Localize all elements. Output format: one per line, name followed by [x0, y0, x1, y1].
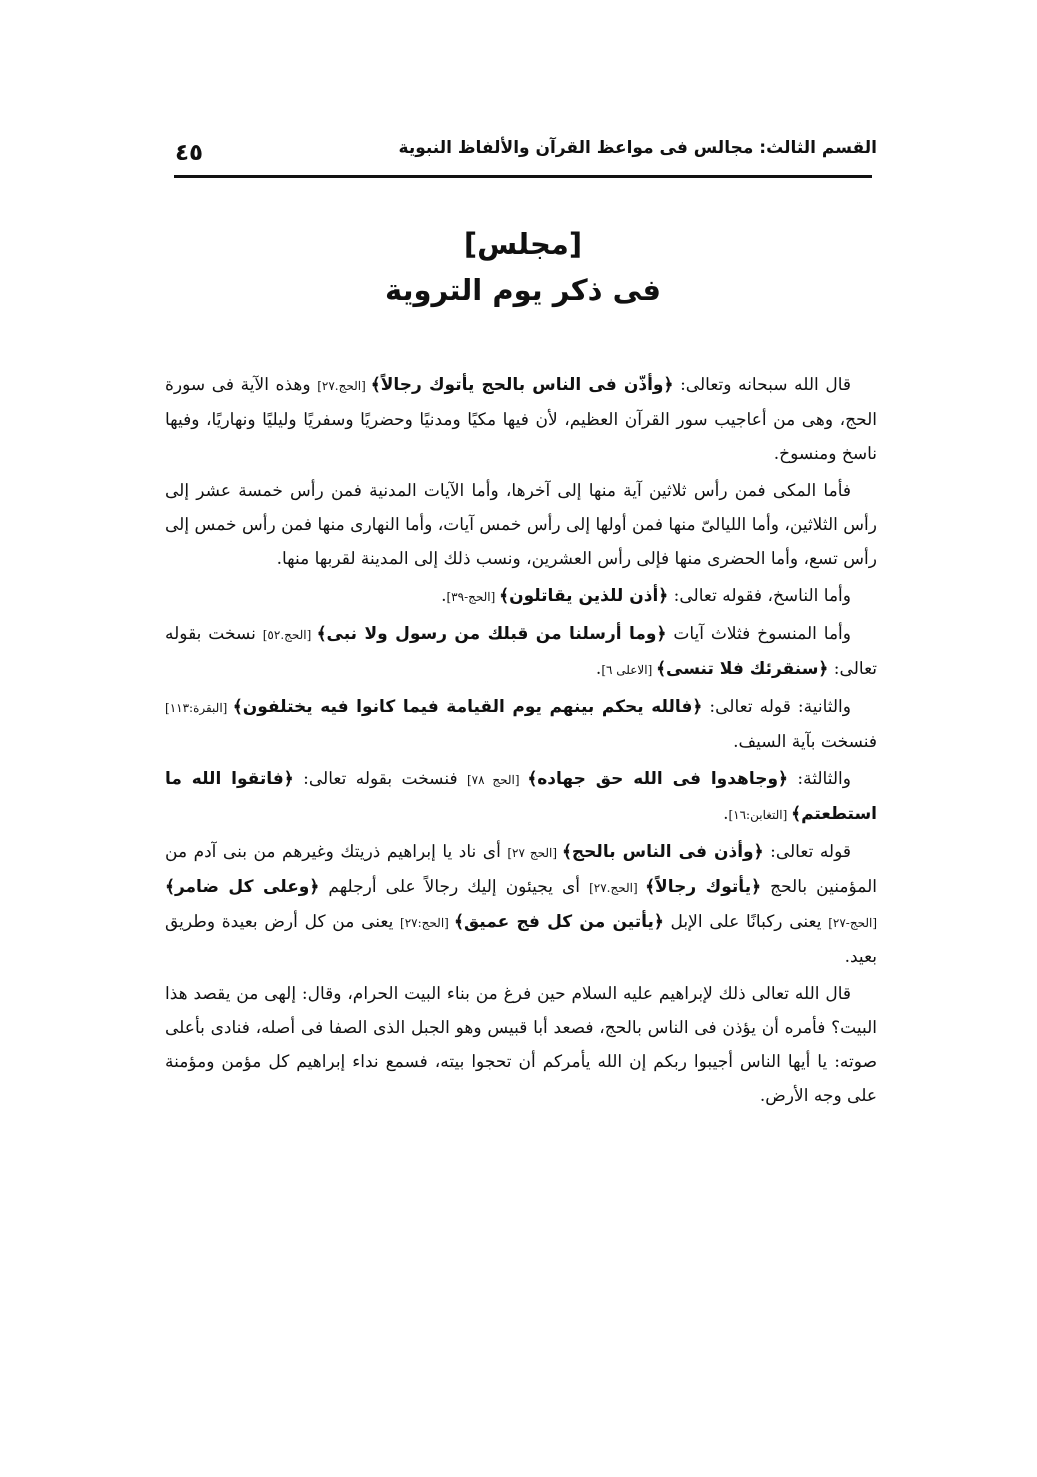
paragraph-text: يعنى ركبانًا على الإبل	[663, 912, 829, 932]
paragraph-text: نسخت بقوله تعالى:	[165, 624, 877, 679]
paragraph-text: يعنى من كل أرض بعيدة وطريق بعيد.	[165, 912, 877, 967]
quran-verse: ﴿يأتوك رجالاً﴾	[645, 877, 762, 897]
paragraph	[165, 977, 877, 1113]
verse-reference: [الحج.٢٧]	[317, 379, 371, 393]
paragraph-text: والثانية: قوله تعالى:	[702, 697, 851, 717]
heading-line-title: فى ذكر يوم التروية	[385, 273, 661, 307]
paragraph	[165, 762, 877, 832]
verse-reference: [الحج.٥٢]	[262, 628, 317, 642]
paragraph	[165, 474, 877, 576]
paragraph-text: وأما المنسوخ فثلاث آيات	[666, 624, 851, 644]
heading-line-majlis: [مجلس]	[463, 227, 583, 261]
quran-verse: ﴿سنقرئك فلا تنسى﴾	[656, 659, 829, 679]
verse-reference: [الحج ٧٨]	[466, 773, 528, 787]
section-title: مجالس فى مواعظ القرآن والألفاظ النبوية	[398, 138, 754, 158]
quran-verse: ﴿وما أرسلنا من قبلك من رسول ولا نبى﴾	[316, 624, 667, 644]
paragraph	[165, 368, 877, 471]
quran-verse: ﴿فالله يحكم بينهم يوم القيامة فيما كانوا فيه يختلفون﴾	[232, 697, 703, 717]
paragraph	[165, 835, 877, 974]
paragraph	[165, 579, 877, 614]
quran-verse: ﴿وجاهدوا فى الله حق جهاده﴾	[527, 769, 789, 789]
quran-verse: ﴿فاتقوا الله ما استطعتم﴾	[165, 769, 877, 824]
verse-reference: [البقرة:١١٣]	[165, 701, 233, 715]
quran-verse: ﴿يأتين من كل فج عميق﴾	[453, 912, 664, 932]
verse-reference: [الاعلى ٦]	[601, 663, 657, 677]
paragraph-text: قال الله سبحانه وتعالى:	[673, 375, 851, 395]
paragraph-text: أى يجيئون إليك رجالاً على أرجلهم	[319, 877, 590, 897]
paragraph	[165, 617, 877, 687]
paragraph-text: وهذه الآية فى سورة الحج، وهى من أعاجيب سور القرآن العظيم، لأن فيها مكيًا ومدنيًا وحضريًا وسفريًا وليليًا ونهاريًا، وفيها ناسخ ومنسوخ.	[165, 375, 877, 464]
paragraph-text: فنسخت بآية السيف.	[733, 732, 877, 752]
running-header-title	[399, 138, 877, 158]
paragraph-text: .	[595, 659, 602, 679]
quran-verse: ﴿وعلى كل ضامر﴾	[165, 877, 320, 897]
paragraph-text: فأما المكى فمن رأس ثلاثين آية منها إلى آخرها، وأما الآيات المدنية فمن رأس خمسة عشر إلى رأس الثلاثين، وأما الليالىّ منها فمن أولها إلى رأس خمس آيات، وأما النهارى منها فمن رأس خمس إلى رأس تسع، وأما الحضرى منها فإلى رأس العشرين، ونسب ذلك إلى المدينة لقربها منها.	[165, 481, 877, 569]
paragraph-text: .	[441, 586, 447, 606]
page-number: ٤٥	[175, 140, 204, 166]
paragraph-text: قوله تعالى:	[763, 842, 852, 862]
verse-reference: [الحج-٣٩]	[446, 590, 500, 604]
paragraph-text: وأما الناسخ، فقوله تعالى:	[668, 586, 851, 606]
paragraph	[165, 690, 877, 759]
paragraph-text: فنسخت بقوله تعالى:	[293, 769, 467, 789]
verse-reference: [الحج.٢٧]	[589, 881, 646, 895]
paragraph-text: أى ناد يا إبراهيم ذريتك وغيرهم من بنى آدم من المؤمنين بالحج	[165, 842, 878, 897]
verse-reference: [الحج ٢٧]	[507, 846, 562, 860]
verse-reference: [الحج-٢٧]	[828, 916, 878, 930]
chapter-heading	[174, 224, 872, 316]
verse-reference: [الحج:٢٧]	[400, 916, 454, 930]
verse-reference: [التغابن:١٦]	[728, 808, 792, 822]
quran-verse: ﴿وأذّن فى الناس بالحج يأتوك رجالاً﴾	[370, 375, 674, 395]
header-divider	[174, 175, 872, 178]
paragraph-text: والثالثة:	[788, 769, 851, 789]
paragraph-text: .	[723, 804, 729, 824]
body-text	[165, 368, 877, 1116]
paragraph-text: قال الله تعالى ذلك لإبراهيم عليه السلام حين فرغ من بناء البيت الحرام، وقال: إلهى من يقصد هذا البيت؟ فأمره أن يؤذن فى الناس بالحج، فصعد أبا قبيس وهو الجبل الذى الصفا فى أصله، فنادى بأعلى صوته: يا أيها الناس أجيبوا ربكم إن الله يأمركم أن تحجوا بيته، فسمع نداء إبراهيم كل مؤمن ومؤمنة على وجه الأرض.	[165, 984, 877, 1106]
section-label: القسم الثالث:	[759, 138, 877, 158]
quran-verse: ﴿أذن للذين يقاتلون﴾	[499, 586, 669, 606]
quran-verse: ﴿وأذن فى الناس بالحج﴾	[561, 842, 764, 862]
